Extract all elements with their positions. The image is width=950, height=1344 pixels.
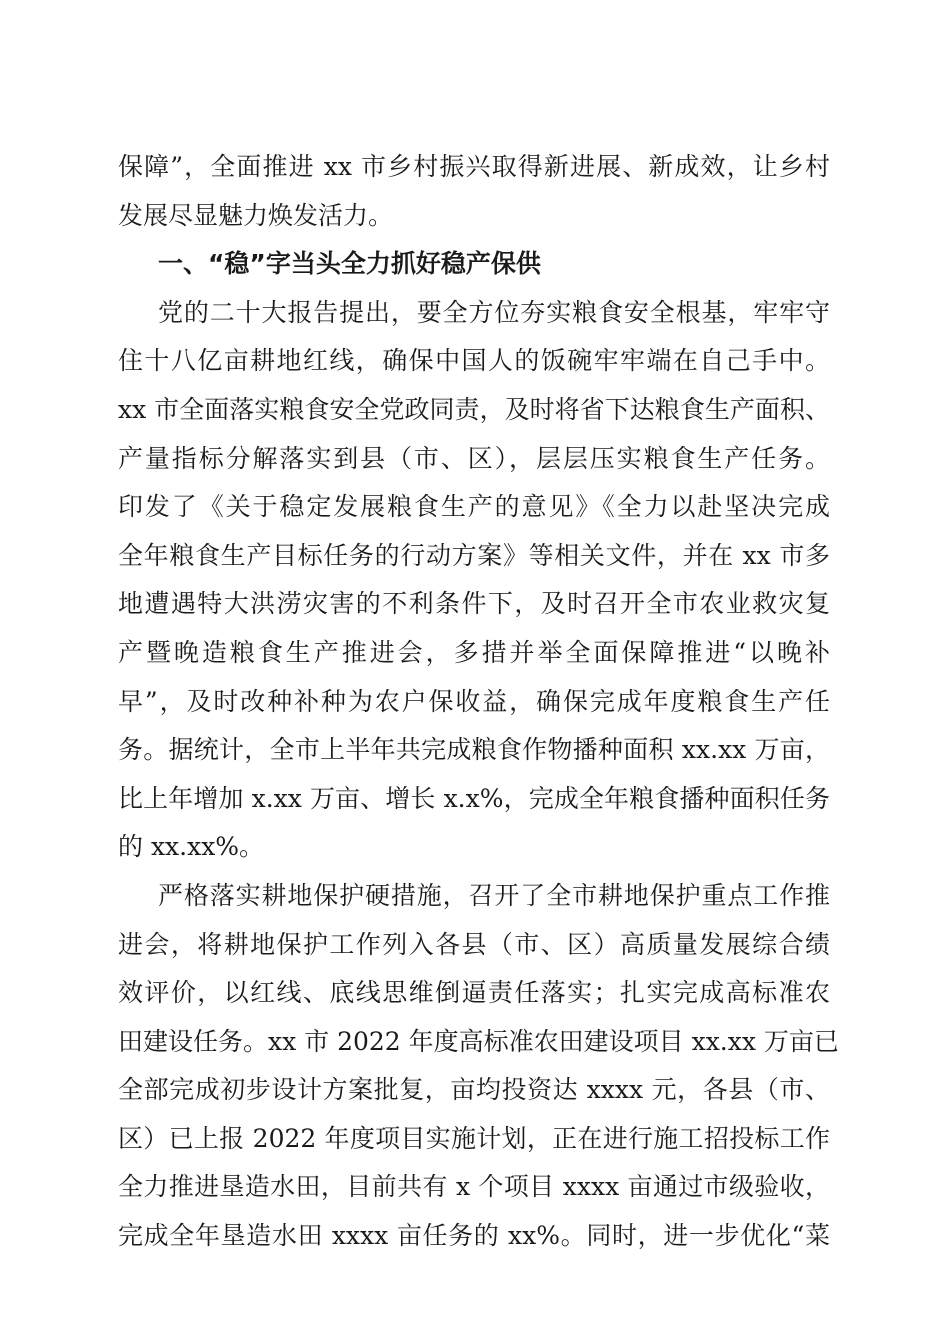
text-line: 党的二十大报告提出，要全方位夯实粮食安全根基，牢牢守: [158, 297, 830, 327]
text-line: 产暨晚造粮食生产推进会，多措并举全面保障推进“以晚补: [118, 637, 830, 667]
text-line: 务。据统计，全市上半年共完成粮食作物播种面积 xx.xx 万亩，: [118, 735, 830, 765]
text-line: 进会，将耕地保护工作列入各县（市、区）高质量发展综合绩: [118, 929, 830, 959]
text-line: 早”，及时改种补种为农户保收益，确保完成年度粮食生产任: [118, 686, 830, 716]
paragraph-farmland-protection: [118, 872, 839, 1261]
text-line: 保障”，全面推进 xx 市乡村振兴取得新进展、新成效，让乡村: [118, 152, 830, 181]
text-line: 严格落实耕地保护硬措施，召开了全市耕地保护重点工作推: [158, 880, 830, 910]
text-line: 全部完成初步设计方案批复，亩均投资达 xxxx 元，各县（市、: [118, 1075, 830, 1105]
text-line: 全年粮食生产目标任务的行动方案》等相关文件，并在 xx 市多: [118, 540, 830, 570]
intro-paragraph: [118, 143, 830, 240]
text-line: 田建设任务。xx 市 2022 年度高标准农田建设项目 xx.xx 万亩已: [118, 1026, 839, 1056]
text-line: 的 xx.xx%。: [118, 832, 265, 862]
section-heading: 一、“稳”字当头全力抓好稳产保供: [158, 249, 541, 279]
text-line: 完成全年垦造水田 xxxx 亩任务的 xx%。同时，进一步优化“菜: [118, 1221, 830, 1251]
text-line: 比上年增加 x.xx 万亩、增长 x.x%，完成全年粮食播种面积任务: [118, 783, 830, 813]
text-line: xx 市全面落实粮食安全党政同责，及时将省下达粮食生产面积、: [118, 394, 830, 424]
text-line: 发展尽显魅力焕发活力。: [118, 200, 394, 230]
text-line: 地遭遇特大洪涝灾害的不利条件下，及时召开全市农业救灾复: [118, 589, 830, 619]
text-line: 效评价，以红线、底线思维倒逼责任落实；扎实完成高标准农: [118, 978, 830, 1008]
text-line: 产量指标分解落实到县（市、区），层层压实粮食生产任务。: [118, 443, 830, 473]
text-line: 住十八亿亩耕地红线，确保中国人的饭碗牢牢端在自己手中。: [118, 346, 830, 376]
paragraph-grain-security: [118, 289, 830, 872]
text-line: 区）已上报 2022 年度项目实施计划，正在进行施工招投标工作: [118, 1123, 830, 1153]
document-page: [118, 143, 839, 1261]
text-line: 印发了《关于稳定发展粮食生产的意见》《全力以赴坚决完成: [118, 492, 830, 522]
text-line: 全力推进垦造水田，目前共有 x 个项目 xxxx 亩通过市级验收，: [118, 1172, 830, 1202]
